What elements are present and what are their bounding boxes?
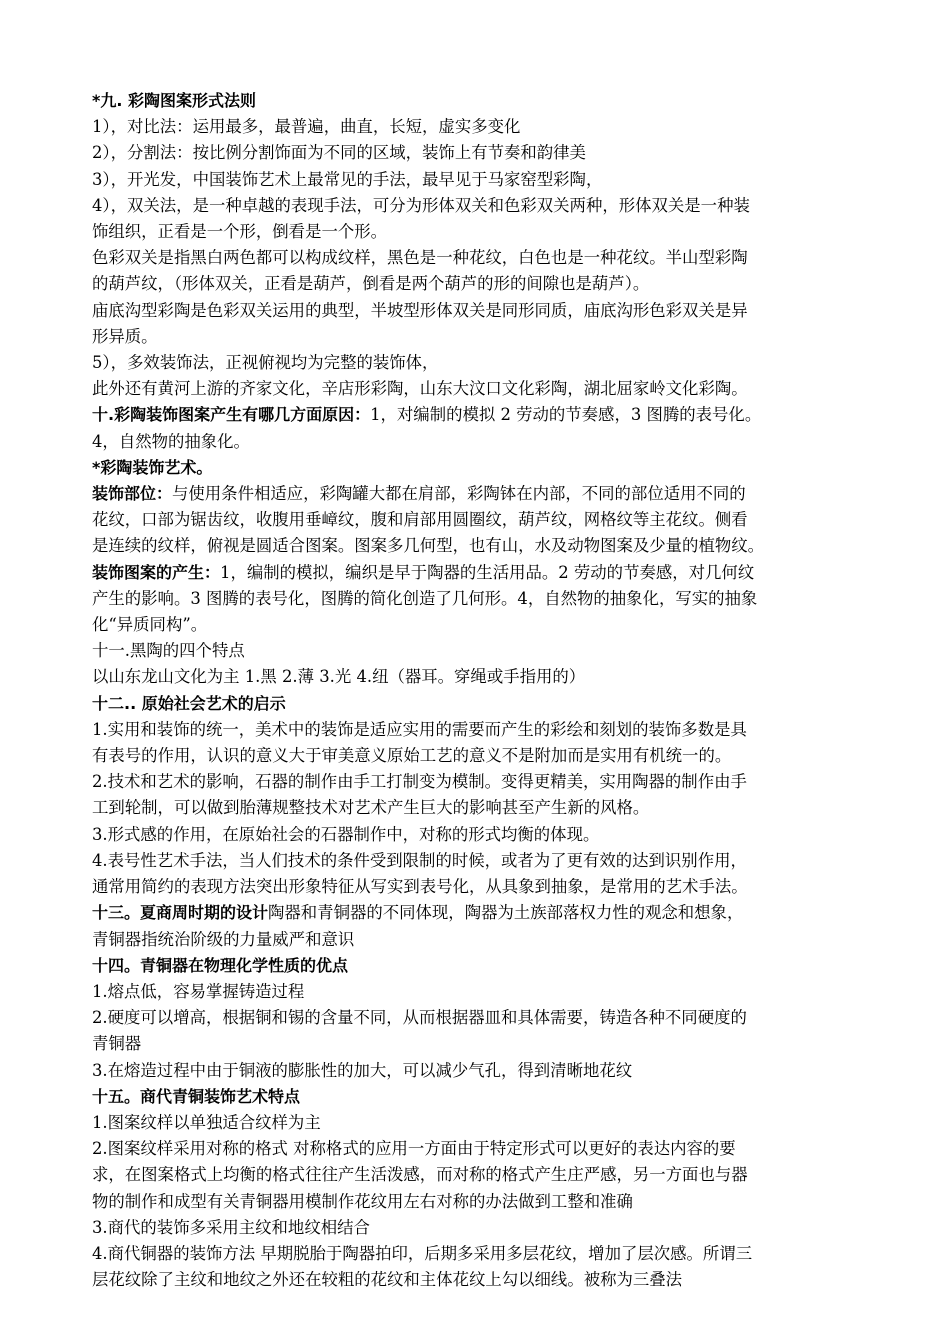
section-heading: 十二.. 原始社会艺术的启示 xyxy=(92,693,286,713)
body-text: 4.商代铜器的装饰方法 早期脱胎于陶器拍印，后期多采用多层花纹，增加了层次感。所谓三 xyxy=(92,1243,753,1263)
body-text: 2.硬度可以增高，根据铜和锡的含量不同，从而根据器皿和具体需要，铸造各种不同硬度的 xyxy=(92,1008,747,1028)
body-text: 3.在熔造过程中由于铜液的膨胀性的加大，可以减少气孔，得到清晰地花纹 xyxy=(92,1060,633,1080)
body-text: 形异质。 xyxy=(92,326,158,346)
text-line xyxy=(92,586,870,612)
body-text: 的葫芦纹，（形体双关，正看是葫芦，倒看是两个葫芦的形的间隙也是葫芦）。 xyxy=(92,274,650,294)
text-line xyxy=(92,1162,870,1188)
text-line xyxy=(92,874,870,900)
body-text: 1.图案纹样以单独适合纹样为主 xyxy=(92,1112,321,1132)
text-line xyxy=(92,717,870,743)
text-line xyxy=(92,402,870,428)
body-text: 青铜器 xyxy=(92,1034,142,1054)
body-text: 以山东龙山文化为主 1.黑 2.薄 3.光 4.纽（器耳。穿绳或手指用的） xyxy=(92,667,586,687)
text-line xyxy=(92,1241,870,1267)
text-line xyxy=(92,481,870,507)
body-text: 2.图案纹样采用对称的格式 对称格式的应用一方面由于特定形式可以更好的表达内容的要 xyxy=(92,1139,736,1159)
text-line xyxy=(92,88,870,114)
body-text: 饰组织，正看是一个形，倒看是一个形。 xyxy=(92,222,388,242)
body-text: 1），对比法：运用最多，最普遍，曲直，长短，虚实多变化 xyxy=(92,117,521,137)
text-line xyxy=(92,193,870,219)
text-line xyxy=(92,1189,870,1215)
text-line xyxy=(92,167,870,193)
text-line xyxy=(92,1031,870,1057)
text-line xyxy=(92,376,870,402)
body-text: 与使用条件相适应，彩陶罐大都在肩部，彩陶钵在内部，不同的部位适用不同的 xyxy=(172,484,746,504)
body-text: 1.熔点低，容易掌握铸造过程 xyxy=(92,981,305,1001)
text-line xyxy=(92,979,870,1005)
body-text: 1，对编制的模拟 2 劳动的节奏感，3 图腾的表号化。 xyxy=(370,405,762,425)
body-text: 花纹，口部为锯齿纹，收腹用垂嶂纹，腹和肩部用圆圈纹，葫芦纹，网格纹等主花纹。侧看 xyxy=(92,510,748,530)
body-text: 3），开光发，中国装饰艺术上最常见的手法，最早见于马家窑型彩陶， xyxy=(92,169,603,189)
text-line xyxy=(92,271,870,297)
text-line xyxy=(92,350,870,376)
text-line xyxy=(92,1005,870,1031)
body-text: 5），多效装饰法，正视俯视均为完整的装饰体， xyxy=(92,353,439,373)
section-heading: 十.彩陶装饰图案产生有哪几方面原因： xyxy=(92,405,371,425)
body-text: 物的制作和成型有关青铜器用模制作花纹用左右对称的办法做到工整和准确 xyxy=(92,1191,633,1211)
text-line xyxy=(92,769,870,795)
body-text: 2.技术和艺术的影响，石器的制作由手工打制变为模制。变得更精美，实用陶器的制作由手 xyxy=(92,772,747,792)
text-line xyxy=(92,533,870,559)
text-line xyxy=(92,429,870,455)
text-line xyxy=(92,900,870,926)
text-line xyxy=(92,324,870,350)
section-heading: 十四。青铜器在物理化学性质的优点 xyxy=(92,955,349,975)
text-line xyxy=(92,1084,870,1110)
section-heading: 装饰部位： xyxy=(92,484,173,504)
body-text: 4），双关法，是一种卓越的表现手法，可分为形体双关和色彩双关两种，形体双关是一种装 xyxy=(92,195,750,215)
section-heading: *九. 彩陶图案形式法则 xyxy=(92,91,257,110)
text-line xyxy=(92,612,870,638)
body-text: 有表号的作用，认识的意义大于审美意义原始工艺的意义不是附加而是实用有机统一的。 xyxy=(92,746,732,766)
text-line xyxy=(92,1136,870,1162)
text-line xyxy=(92,822,870,848)
text-line xyxy=(92,795,870,821)
text-line xyxy=(92,298,870,324)
section-heading: *彩陶装饰艺术。 xyxy=(92,457,213,477)
body-text: 化“异质同构”。 xyxy=(92,615,208,635)
text-line xyxy=(92,1215,870,1241)
text-line xyxy=(92,455,870,481)
body-text: 产生的影响。3 图腾的表号化，图腾的简化创造了几何形。4，自然物的抽象化，写实的抽象 xyxy=(92,588,758,608)
text-line xyxy=(92,848,870,874)
text-line xyxy=(92,664,870,690)
body-text: 工到轮制，可以做到胎薄规整技术对艺术产生巨大的影响甚至产生新的风格。 xyxy=(92,798,650,818)
text-line xyxy=(92,560,870,586)
text-line xyxy=(92,219,870,245)
text-line xyxy=(92,507,870,533)
text-line xyxy=(92,245,870,271)
text-line xyxy=(92,1110,870,1136)
body-text: 3.商代的装饰多采用主纹和地纹相结合 xyxy=(92,1217,370,1237)
body-text: 1，编制的模拟，编织是早于陶器的生活用品。2 劳动的节奏感，对几何纹 xyxy=(220,562,755,582)
body-text: 求，在图案格式上均衡的格式往往产生活泼感，而对称的格式产生庄严感，另一方面也与器 xyxy=(92,1165,748,1185)
section-heading: 十五。商代青铜装饰艺术特点 xyxy=(92,1086,301,1106)
section-heading: 装饰图案的产生： xyxy=(92,562,221,582)
text-line xyxy=(92,743,870,769)
text-line xyxy=(92,691,870,717)
text-line xyxy=(92,114,870,140)
text-line xyxy=(92,1058,870,1084)
body-text: 庙底沟型彩陶是色彩双关运用的典型，半坡型形体双关是同形同质，庙底沟形色彩双关是异 xyxy=(92,300,748,320)
body-text: 4，自然物的抽象化。 xyxy=(92,431,250,451)
body-text: 层花纹除了主纹和地纹之外还在较粗的花纹和主体花纹上勾以细线。被称为三叠法 xyxy=(92,1270,683,1290)
section-heading: 十三。夏商周时期的设计 xyxy=(92,903,269,923)
body-text: 十一.黑陶的四个特点 xyxy=(92,641,245,661)
body-text: 通常用简约的表现方法突出形象特征从写实到表号化，从具象到抽象，是常用的艺术手法。 xyxy=(92,877,748,897)
body-text: 3.形式感的作用，在原始社会的石器制作中，对称的形式均衡的体现。 xyxy=(92,824,600,844)
text-line xyxy=(92,140,870,166)
body-text: 陶器和青铜器的不同体现，陶器为土族部落权力性的观念和想象， xyxy=(268,903,744,923)
body-text: 1.实用和装饰的统一，美术中的装饰是适应实用的需要而产生的彩绘和刻划的装饰多数是具 xyxy=(92,719,747,739)
body-text: 2），分割法：按比例分割饰面为不同的区域，装饰上有节奏和韵律美 xyxy=(92,143,586,163)
body-text: 是连续的纹样，俯视是圆适合图案。图案多几何型，也有山，水及动物图案及少量的植物纹。 xyxy=(92,536,765,556)
body-text: 青铜器指统治阶级的力量威严和意识 xyxy=(92,929,355,949)
body-text: 此外还有黄河上游的齐家文化，辛店形彩陶，山东大汶口文化彩陶，湖北屈家岭文化彩陶。 xyxy=(92,379,748,399)
text-line xyxy=(92,927,870,953)
text-line xyxy=(92,953,870,979)
body-text: 4.表号性艺术手法，当人们技术的条件受到限制的时候，或者为了更有效的达到识别作用， xyxy=(92,850,747,870)
text-line xyxy=(92,638,870,664)
text-line xyxy=(92,1267,870,1293)
body-text: 色彩双关是指黑白两色都可以构成纹样，黑色是一种花纹，白色也是一种花纹。半山型彩陶 xyxy=(92,248,748,268)
